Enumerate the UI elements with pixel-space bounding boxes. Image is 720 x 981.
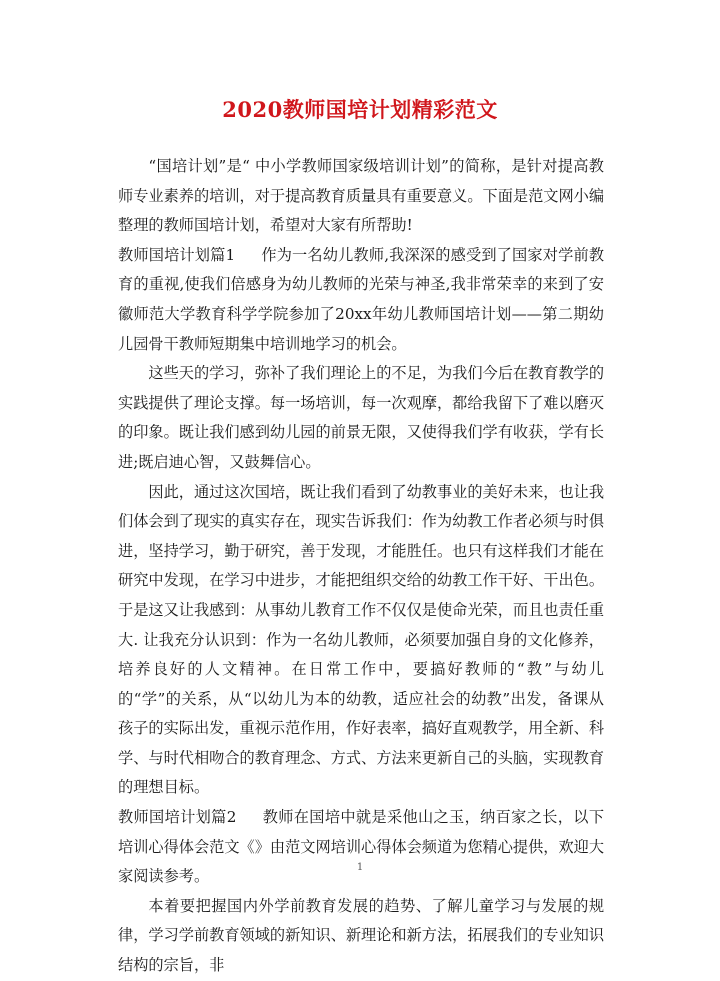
- document-title: 2020教师国培计划精彩范文: [222, 97, 498, 122]
- section-1-heading: 教师国培计划篇1: [118, 245, 236, 264]
- section-1-text: 作为一名幼儿教师,我深深的感受到了国家对学前教育的重视,使我们倍感身为幼儿教师的光荣与神圣,我非常荣幸的来到了安徽师范大学教育科学学院参加了20xx年幼儿教师国培计划——第二期幼儿园骨干教师短期集中培训地学习的机会。: [118, 245, 605, 353]
- section-2-heading: 教师国培计划篇2: [118, 808, 237, 827]
- body-paragraph-3: 因此，通过这次国培，既让我们看到了幼教事业的美好未来，也让我们体会到了现实的真实存在，现实告诉我们：作为幼教工作者必须与时俱进，坚持学习，勤于研究，善于发现，才能胜任。也只有这样我们才能在研究中发现，在学习中进步，才能把组织交给的幼教工作干好、干出色。于是这又让我感到：从事幼儿教育工作不仅仅是使命光荣，而且也责任重大. 让我充分认识到：作为一名幼儿教师，必须要加强自身的文化修养，培养良好的人文精神。在日常工作中，要搞好教师的“教”与幼儿的“学”的关系，从“以幼儿为本的幼教，适应社会的幼教”出发，备课从孩子的实际出发，重视示范作用，作好表率，搞好直观教学，用全新、科学、与时代相吻合的教育理念、方式、方法来更新自己的头脑，实现教育的理想目标。: [118, 482, 605, 797]
- page-number: 1: [356, 862, 364, 873]
- intro-paragraph: “国培计划”是“ 中小学教师国家级培训计划”的简称，是针对提高教师专业素养的培训，对于提高教育质量具有重要意义。下面是范文网小编整理的教师国培计划，希望对大家有所帮助!: [118, 157, 604, 235]
- document-body: [118, 152, 604, 981]
- section-2-paragraph: [118, 803, 604, 892]
- body-paragraph-2: 这些天的学习，弥补了我们理论上的不足，为我们今后在教育教学的实践提供了理论支撑。每一场培训，每一次观摩，都给我留下了难以磨灭的印象。既让我们感到幼儿园的前景无限，又使得我们学有收获，学有长进;既启迪心智，又鼓舞信心。: [118, 364, 605, 471]
- body-paragraph-4: 本着要把握国内外学前教育发展的趋势、了解儿童学习与发展的规律，学习学前教育领域的新知识、新理论和新方法，拓展我们的专业知识结构的宗旨，非: [118, 896, 604, 975]
- section-2-text: 教师在国培中就是采他山之玉，纳百家之长，以下培训心得体会范文《》由范文网培训心得体会频道为您精心提供，欢迎大家阅读参考。: [118, 808, 605, 886]
- section-1-paragraph: [118, 241, 604, 359]
